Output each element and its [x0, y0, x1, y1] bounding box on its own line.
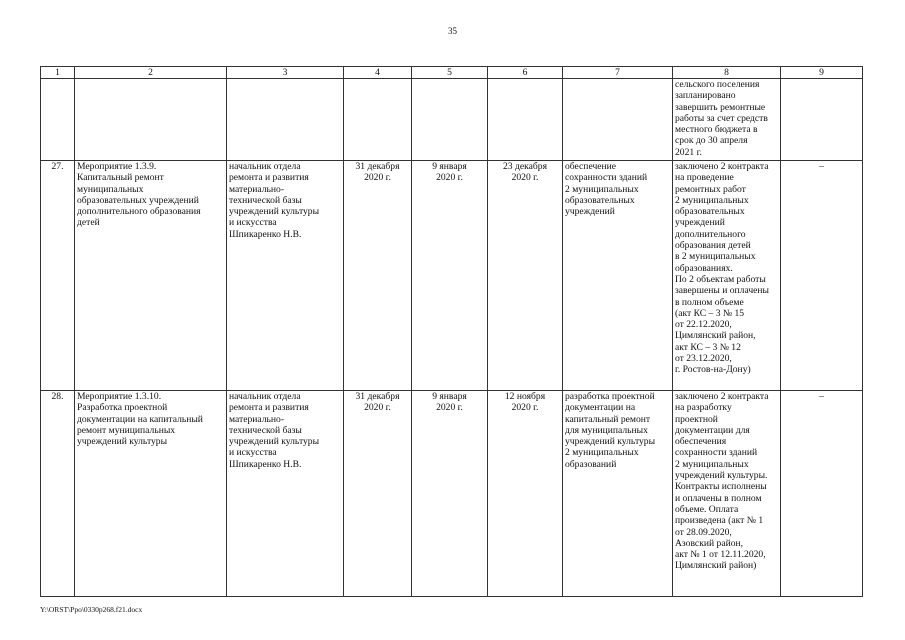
event-cell: Мероприятие 1.3.10. Разработка проектной документации на капитальный ремонт муниципальных учреждений культуры [75, 391, 227, 597]
reasons-cell: – [781, 161, 863, 391]
column-header-7: 7 [563, 67, 673, 79]
column-number-row [41, 67, 863, 79]
events-table [40, 66, 863, 597]
row-number: 27. [41, 161, 75, 391]
result-plan-cell: разработка проектной документации на капитальный ремонт для муниципальных учреждений культуры 2 муниципальных образований [563, 391, 673, 597]
result-fact-cell: заключено 2 контракта на разработку проектной документации для обеспечения сохранности зданий 2 муниципальных учреждений культуры. Контракты исполнены и оплачены в полном объеме. Оплата произведена (акт № 1 от 28.09.2020, Азовский район, акт № 1 от 12.11.2020, Цимлянский район) [673, 391, 781, 597]
date-cell: 31 декабря 2020 г. [344, 161, 412, 391]
footer-file-path: Y:\ORST\Ppo\0330p268.f21.docx [40, 605, 143, 614]
column-header-8: 8 [673, 67, 781, 79]
table-row [41, 161, 863, 391]
table-row-continuation [41, 79, 863, 161]
column-header-4: 4 [344, 67, 412, 79]
page-number: 35 [448, 26, 457, 36]
date-cell: 31 декабря 2020 г. [344, 391, 412, 597]
date-cell: 12 ноября 2020 г. [488, 391, 563, 597]
event-cell: Мероприятие 1.3.9. Капитальный ремонт муниципальных образовательных учреждений дополнительного образования детей [75, 161, 227, 391]
column-header-5: 5 [412, 67, 488, 79]
table-row [41, 391, 863, 597]
row-number: 28. [41, 391, 75, 597]
column-header-3: 3 [227, 67, 344, 79]
result-plan-cell: обеспечение сохранности зданий 2 муниципальных образовательных учреждений [563, 161, 673, 391]
result-fact-cell: сельского поселения запланировано завершить ремонтные работы за счет средств местного бюджета в срок до 30 апреля 2021 г. [673, 79, 781, 161]
reasons-cell: – [781, 391, 863, 597]
date-cell: 9 января 2020 г. [412, 391, 488, 597]
column-header-1: 1 [41, 67, 75, 79]
column-header-2: 2 [75, 67, 227, 79]
column-header-9: 9 [781, 67, 863, 79]
responsible-cell: начальник отдела ремонта и развития материально- технической базы учреждений культуры и искусства Шпикаренко Н.В. [227, 391, 344, 597]
column-header-6: 6 [488, 67, 563, 79]
result-fact-cell: заключено 2 контракта на проведение ремонтных работ 2 муниципальных образовательных учреждений дополнительного образования детей в 2 муниципальных образованиях. По 2 объектам работы завершены и оплачены в полном объеме (акт КС – 3 № 15 от 22.12.2020, Цимлянский район, акт КС – 3 № 12 от 23.12.2020, г. Ростов-на-Дону) [673, 161, 781, 391]
date-cell: 9 января 2020 г. [412, 161, 488, 391]
date-cell: 23 декабря 2020 г. [488, 161, 563, 391]
responsible-cell: начальник отдела ремонта и развития материально- технической базы учреждений культуры и искусства Шпикаренко Н.В. [227, 161, 344, 391]
